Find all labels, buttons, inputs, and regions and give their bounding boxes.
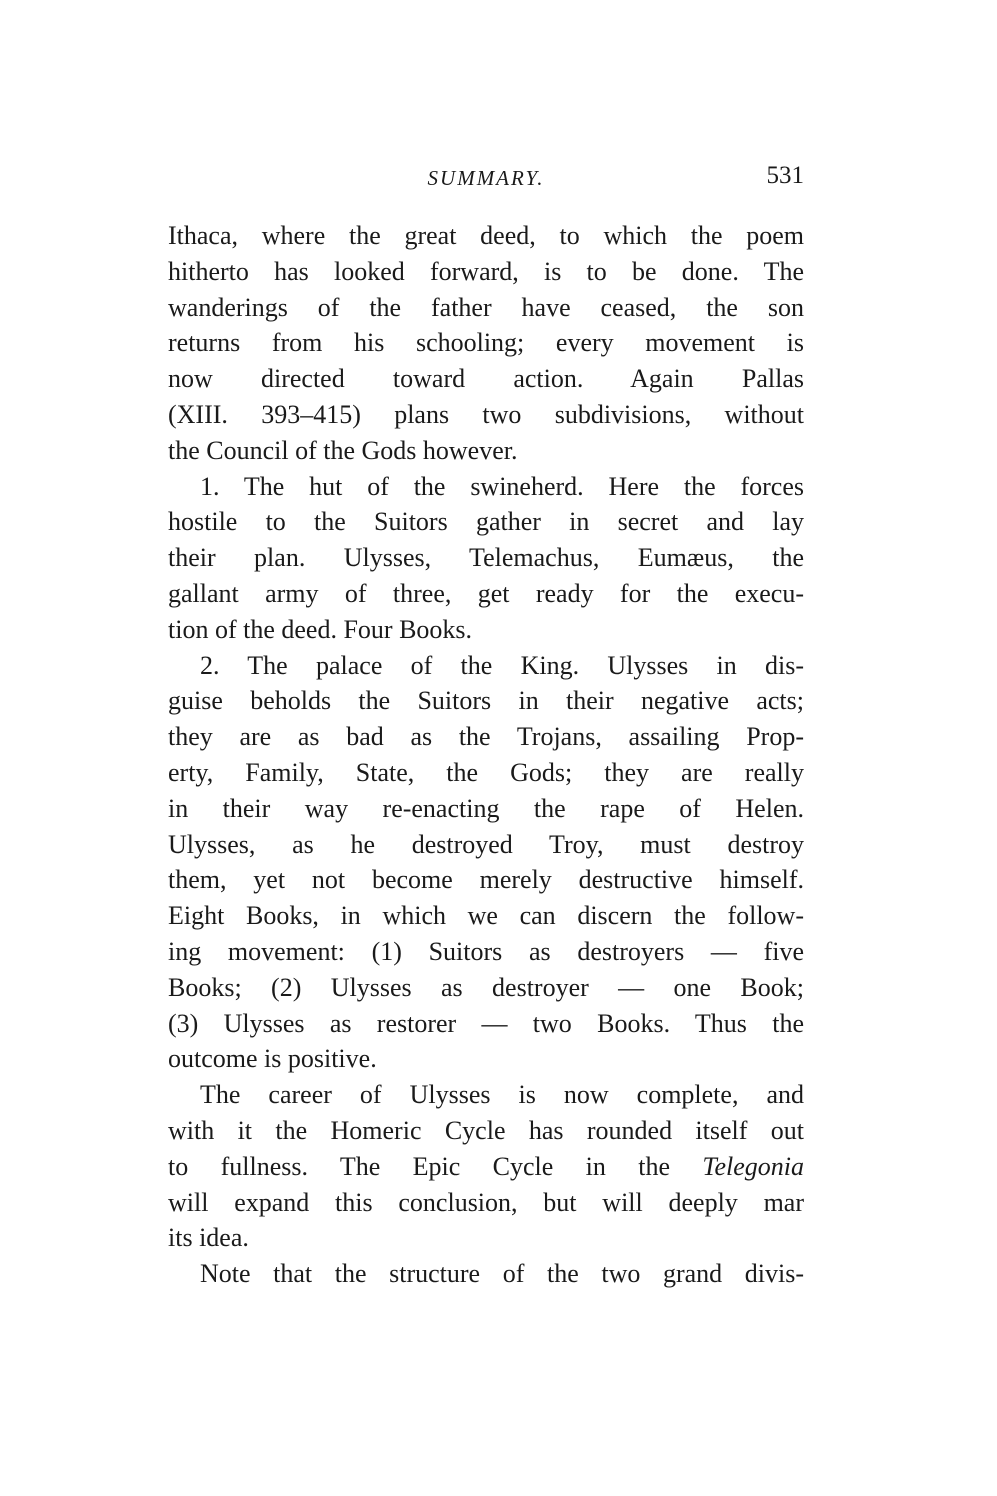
paragraph-5 [168, 1256, 804, 1292]
running-head: SUMMARY. [427, 166, 545, 190]
paragraph-2 [168, 469, 804, 648]
text-line: will expand this conclusion, but will deeply mar [168, 1187, 804, 1217]
text-line: 1. The hut of the swineherd. Here the forces [200, 471, 804, 501]
text-line: (3) Ulysses as restorer — two Books. Thus the [168, 1008, 804, 1038]
body-text [168, 218, 804, 1292]
text-line: Note that the structure of the two grand divis- [200, 1259, 804, 1289]
text-line: hostile to the Suitors gather in secret and lay [168, 507, 804, 537]
paragraph-4 [168, 1077, 804, 1256]
text-line: its idea. [168, 1223, 249, 1253]
text-line: Ulysses, as he destroyed Troy, must destroy [168, 829, 804, 859]
text-run: to fullness. The Epic Cycle in the [168, 1151, 703, 1181]
text-line: guise beholds the Suitors in their negative acts; [168, 686, 804, 716]
text-line: wanderings of the father have ceased, the son [168, 292, 804, 322]
text-line-with-italic [168, 1149, 804, 1185]
page-number: 531 [766, 162, 804, 189]
paragraph-3 [168, 648, 804, 1078]
text-line: gallant army of three, get ready for the execu- [168, 578, 804, 608]
text-line: they are as bad as the Trojans, assailing Prop- [168, 722, 804, 752]
text-line: 2. The palace of the King. Ulysses in dis- [200, 650, 804, 680]
text-line: ing movement: (1) Suitors as destroyers — five [168, 936, 804, 966]
text-line: Eight Books, in which we can discern the follow- [168, 901, 804, 931]
text-line: the Council of the Gods however. [168, 435, 518, 465]
text-line: now directed toward action. Again Pallas [168, 364, 804, 394]
italic-title: Telegonia [702, 1151, 804, 1181]
page-header [168, 160, 804, 200]
text-line: in their way re-enacting the rape of Helen. [168, 793, 804, 823]
text-line: them, yet not become merely destructive himself. [168, 865, 804, 895]
text-line: The career of Ulysses is now complete, and [200, 1080, 804, 1110]
text-line: (XIII. 393–415) plans two subdivisions, without [168, 399, 804, 429]
paragraph-1 [168, 218, 804, 469]
text-line: erty, Family, State, the Gods; they are really [168, 757, 804, 787]
text-line: hitherto has looked forward, is to be done. The [168, 256, 804, 286]
text-line: returns from his schooling; every movement is [168, 328, 804, 358]
text-line: Books; (2) Ulysses as destroyer — one Book; [168, 972, 804, 1002]
text-line: outcome is positive. [168, 1044, 377, 1074]
text-line: their plan. Ulysses, Telemachus, Eumæus, the [168, 543, 804, 573]
text-line: Ithaca, where the great deed, to which the poem [168, 221, 804, 250]
text-line: with it the Homeric Cycle has rounded itself out [168, 1115, 804, 1145]
text-line: tion of the deed. Four Books. [168, 614, 473, 644]
